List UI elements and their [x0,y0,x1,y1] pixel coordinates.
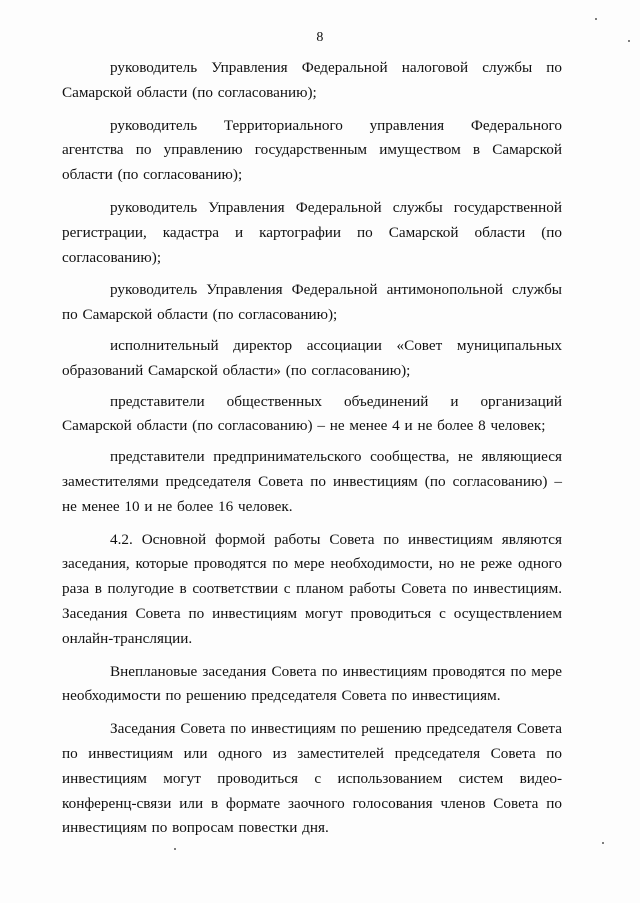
scan-speck [628,40,630,42]
scan-speck [595,18,597,20]
paragraph-property-agency: руководитель Территориального управления Федерального агентства по управлению государственным имуществом в Самарской области (по согласованию); [62,116,562,184]
paragraph-tax-service: руководитель Управления Федеральной налоговой службы по Самарской области (по согласованию); [62,59,562,101]
page-number: 8 [316,30,324,45]
paragraph-antimonopoly-service: руководитель Управления Федеральной антимонопольной службы по Самарской области (по согласованию); [62,281,562,324]
scan-speck [174,848,176,850]
paragraph-registration-service: руководитель Управления Федеральной службы государственной регистрации, кадастра и картографии по Самарской области (по согласованию); [62,198,562,266]
document-body [62,56,562,849]
paragraph-public-associations: представители общественных объединений и организаций Самарской области (по согласованию) – не менее 4 и не более 8 человек; [62,392,562,435]
paragraph-section-4-2: 4.2. Основной формой работы Совета по инвестициям являются заседания, которые проводятся по мере необходимости, но не реже одного раза в полугодие в соответствии с планом работы Совета по инвестициям. Заседания Совета по инвестициям могут проводиться с осуществлением онлайн-трансляции. [62,530,562,647]
paragraph-extraordinary-meetings: Внеплановые заседания Совета по инвестициям проводятся по мере необходимости по решению председателя Совета по инвестициям. [62,662,562,705]
scan-speck [602,842,604,844]
paragraph-remote-meetings: Заседания Совета по инвестициям по решению председателя Совета по инвестициям или одного из заместителей председателя Совета по инвестициям могут проводиться с использованием систем видео-конференц-связи или в формате заочного голосования членов Совета по инвестициям по вопросам повестки дня. [62,720,562,837]
paragraph-business-community: представители предпринимательского сообщества, не являющиеся заместителями председателя Совета по инвестициям (по согласованию) – не менее 10 и не более 16 человек. [62,448,562,515]
paragraph-municipal-council: исполнительный директор ассоциации «Совет муниципальных образований Самарской области» (по согласованию); [62,336,562,379]
